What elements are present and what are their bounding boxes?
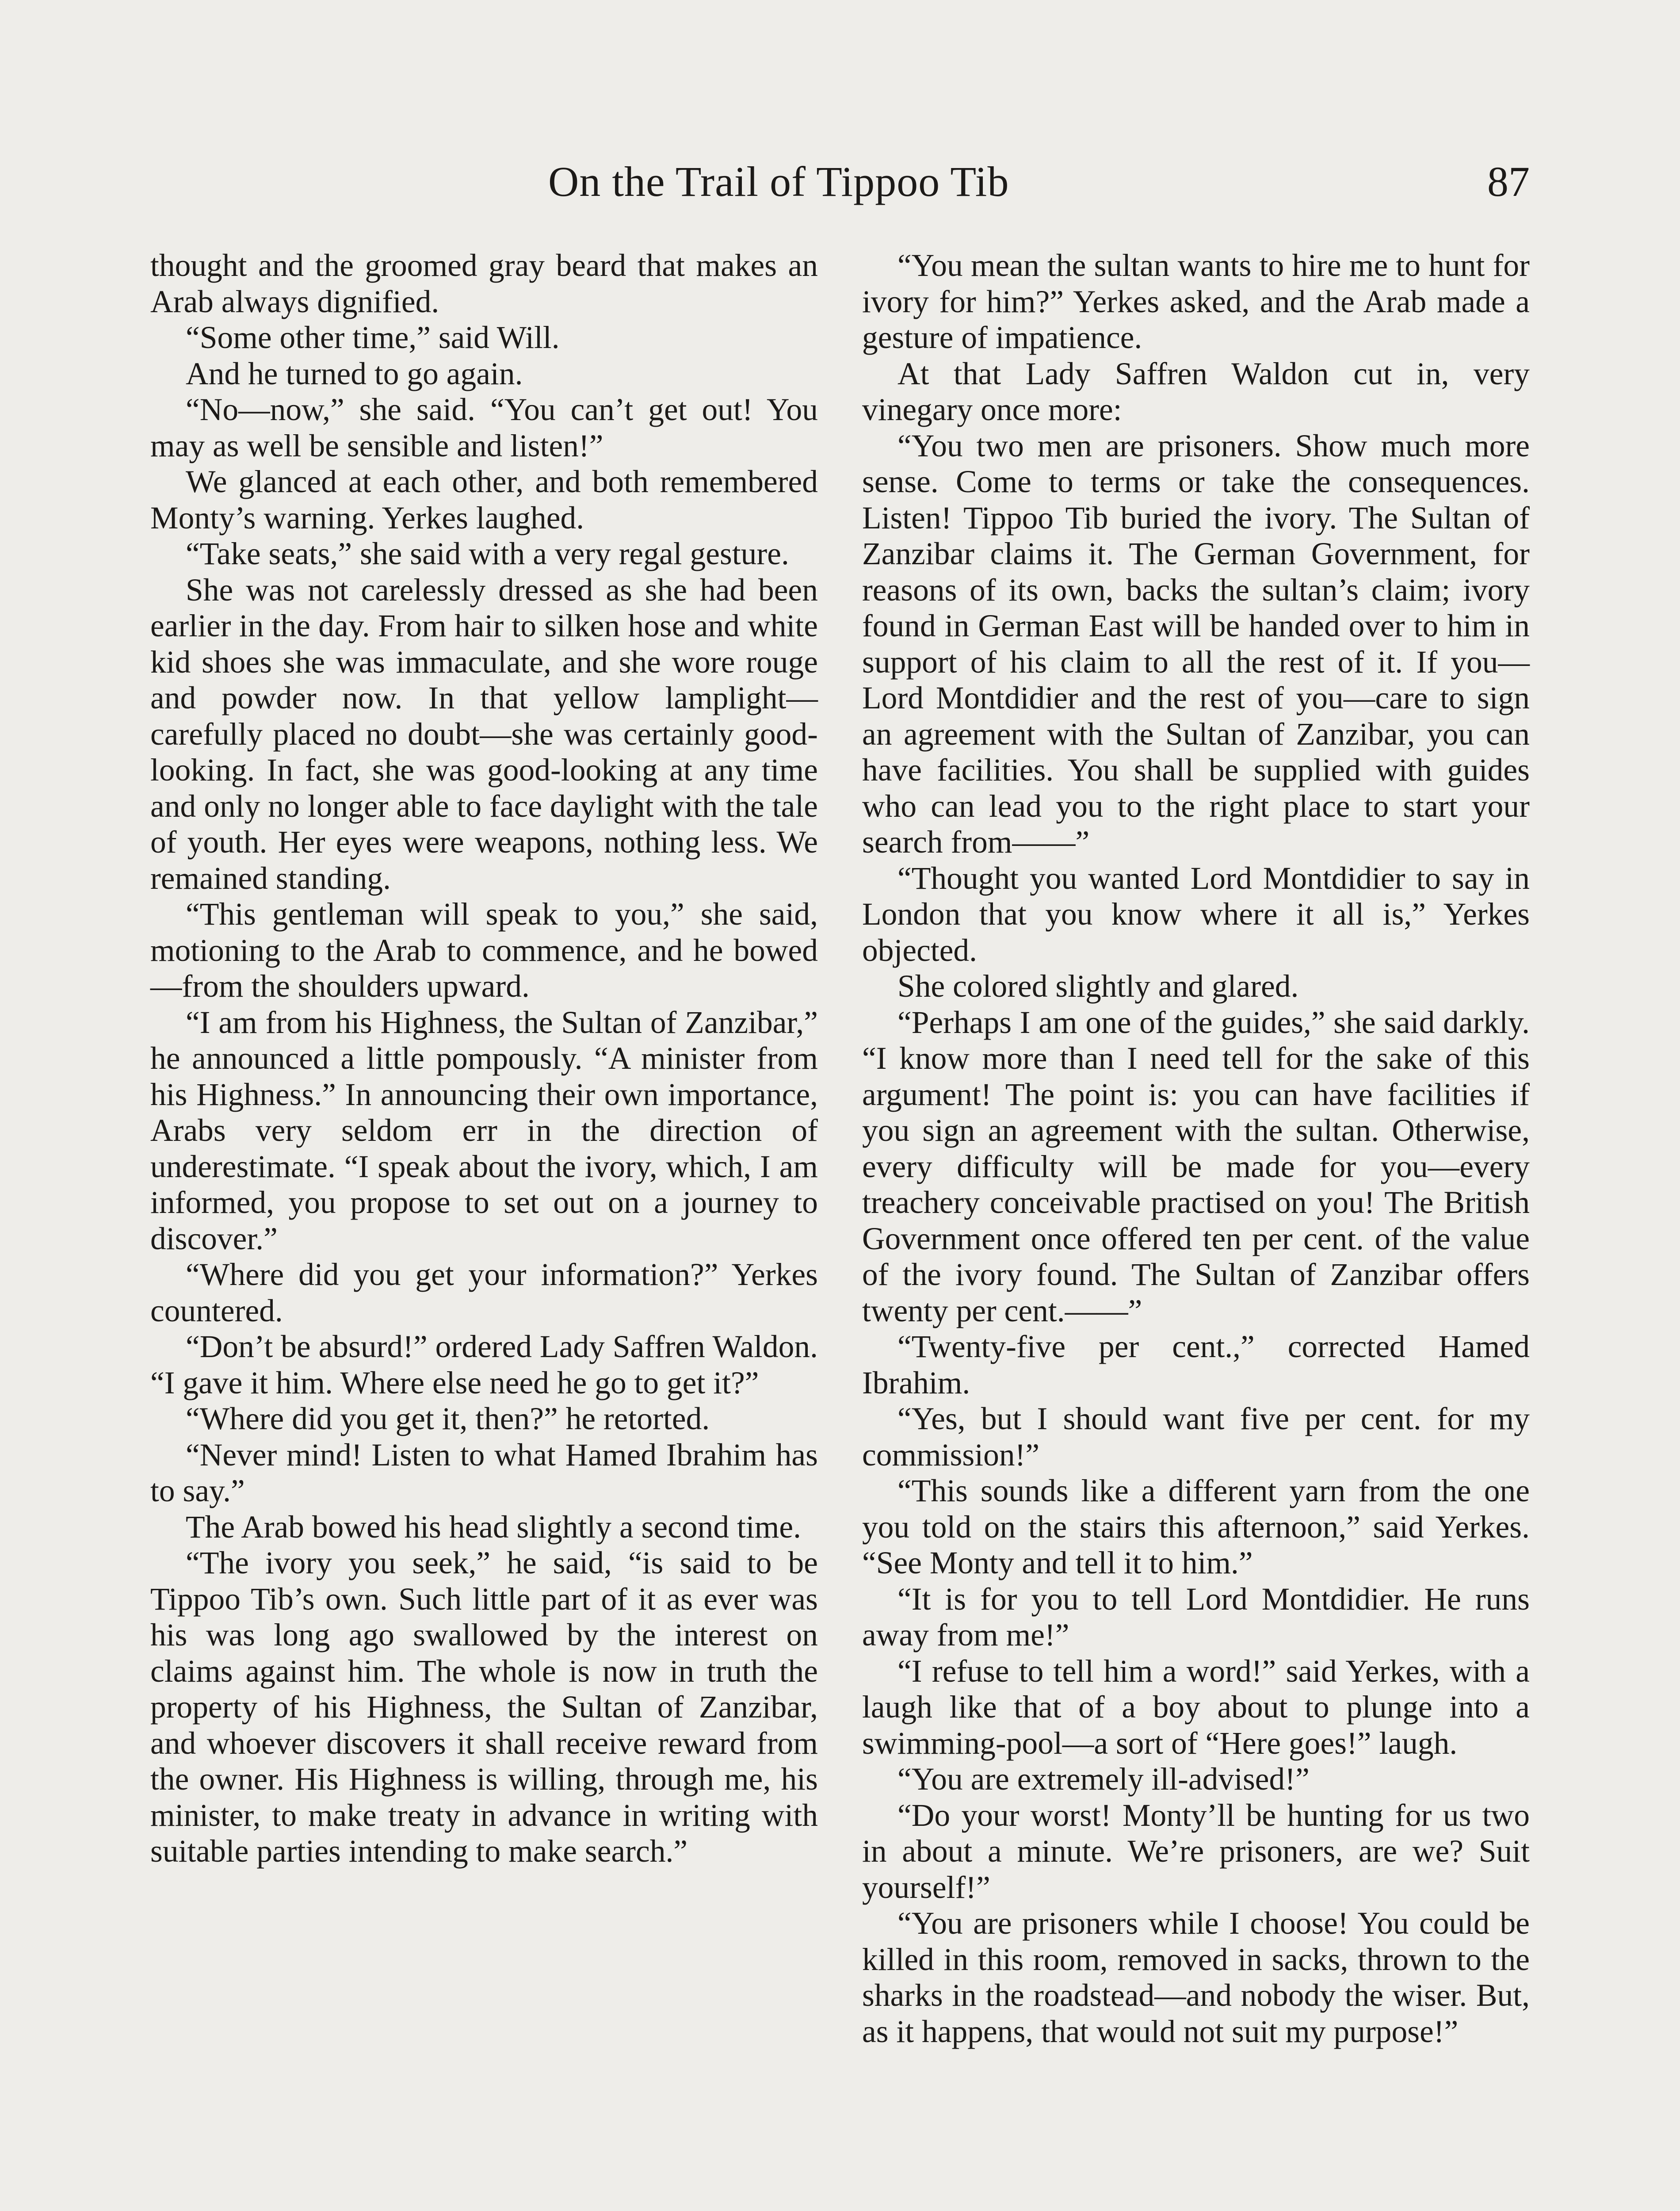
paragraph: “No—now,” she said. “You can’t get out! You may as well be sensible and listen!” [150,392,818,463]
paragraph: “This gentleman will speak to you,” she said, motioning to the Arab to commence, and he bowed—from the shoulders upward. [150,897,818,1004]
paragraph: “This sounds like a different yarn from the one you told on the stairs this afternoon,” said Yerkes. “See Monty and tell it to him.” [862,1473,1530,1580]
paragraph: “The ivory you seek,” he said, “is said to be Tippoo Tib’s own. Such little part of it as ever was his was long ago swallowed by the interest on claims against him. The whole is now in truth the property of his Highness, the Sultan of Zanzibar, and whoever discovers it shall receive reward from the owner. His Highness is willing, through me, his minister, to make treaty in advance in writing with suitable parties intending to make search.” [150,1545,818,1869]
paragraph: The Arab bowed his head slightly a second time. [186,1509,801,1545]
page-header [548,157,1530,214]
paragraph: “Perhaps I am one of the guides,” she said darkly. “I know more than I need tell for the sake of this argument! The point is: you can have facilities if you sign an agreement with the sultan. Otherwise, every difficulty will be made for you—every treachery conceivable practised on you! The British Government once offered ten per cent. of the value of the ivory found. The Sultan of Zanzibar offers twenty per cent.——” [862,1005,1530,1328]
paragraph: “Take seats,” she said with a very regal gesture. [186,536,789,571]
paragraph: And he turned to go again. [186,356,523,391]
paragraph: “It is for you to tell Lord Montdidier. He runs away from me!” [862,1581,1530,1653]
paragraph: At that Lady Saffren Waldon cut in, very vinegary once more: [862,356,1530,427]
paragraph: “Where did you get your information?” Yerkes countered. [150,1257,818,1328]
page-number: 87 [1487,158,1530,205]
paragraph: We glanced at each other, and both remembered Monty’s warning. Yerkes laughed. [150,464,818,536]
paragraph: “Some other time,” said Will. [186,320,560,355]
paragraph: “Don’t be absurd!” ordered Lady Saffren Waldon. “I gave it him. Where else need he go to get it?” [150,1329,818,1400]
paragraph: thought and the groomed gray beard that makes an Arab always dignified. [150,248,818,319]
paragraph: “I am from his Highness, the Sultan of Zanzibar,” he announced a little pompously. “A minister from his Highness.” In announcing their own importance, Arabs very seldom err in the direction of underestimate. “I speak about the ivory, which, I am informed, you propose to set out on a journey to discover.” [150,1005,818,1256]
paragraph: “You mean the sultan wants to hire me to hunt for ivory for him?” Yerkes asked, and the Arab made a gesture of impatience. [862,248,1530,355]
paragraph: “I refuse to tell him a word!” said Yerkes, with a laugh like that of a boy about to plunge into a swimming-pool—a sort of “Here goes!” laugh. [862,1653,1530,1761]
paragraph: “Where did you get it, then?” he retorted. [186,1401,710,1436]
paragraph: She was not carelessly dressed as she had been earlier in the day. From hair to silken hose and white kid shoes she was immaculate, and she wore rouge and powder now. In that yellow lamplight—carefully placed no doubt—she was certainly good-looking. In fact, she was good-looking at any time and only no longer able to face daylight with the tale of youth. Her eyes were weapons, nothing less. We remained standing. [150,572,818,896]
left-column [150,248,818,1870]
paragraph: “Do your worst! Monty’ll be hunting for us two in about a minute. We’re prisoners, are we? Suit yourself!” [862,1798,1530,1905]
paragraph: “Yes, but I should want five per cent. for my commission!” [862,1401,1530,1473]
paragraph: “Never mind! Listen to what Hamed Ibrahim has to say.” [150,1437,818,1508]
paragraph: “You two men are prisoners. Show much more sense. Come to terms or take the consequences. Listen! Tippoo Tib buried the ivory. The Sultan of Zanzibar claims it. The German Government, for reasons of its own, backs the sultan’s claim; ivory found in German East will be handed over to him in support of his claim to all the rest of it. If you—Lord Montdidier and the rest of you—care to sign an agreement with the Sultan of Zanzibar, you can have facilities. You shall be supplied with guides who can lead you to the right place to start your search from——” [862,428,1530,860]
paragraph: “Thought you wanted Lord Montdidier to say in London that you know where it all is,” Yerkes objected. [862,861,1530,968]
running-title: On the Trail of Tippoo Tib [548,158,1009,205]
paragraph: “Twenty-five per cent.,” corrected Hamed Ibrahim. [862,1329,1530,1400]
paragraph: She colored slightly and glared. [897,969,1299,1004]
paragraph: “You are prisoners while I choose! You could be killed in this room, removed in sacks, thrown to the sharks in the roadstead—and nobody the wiser. But, as it happens, that would not suit my purpose!” [862,1906,1530,2049]
paragraph: “You are extremely ill-advised!” [897,1762,1310,1797]
right-column [862,248,1530,2050]
